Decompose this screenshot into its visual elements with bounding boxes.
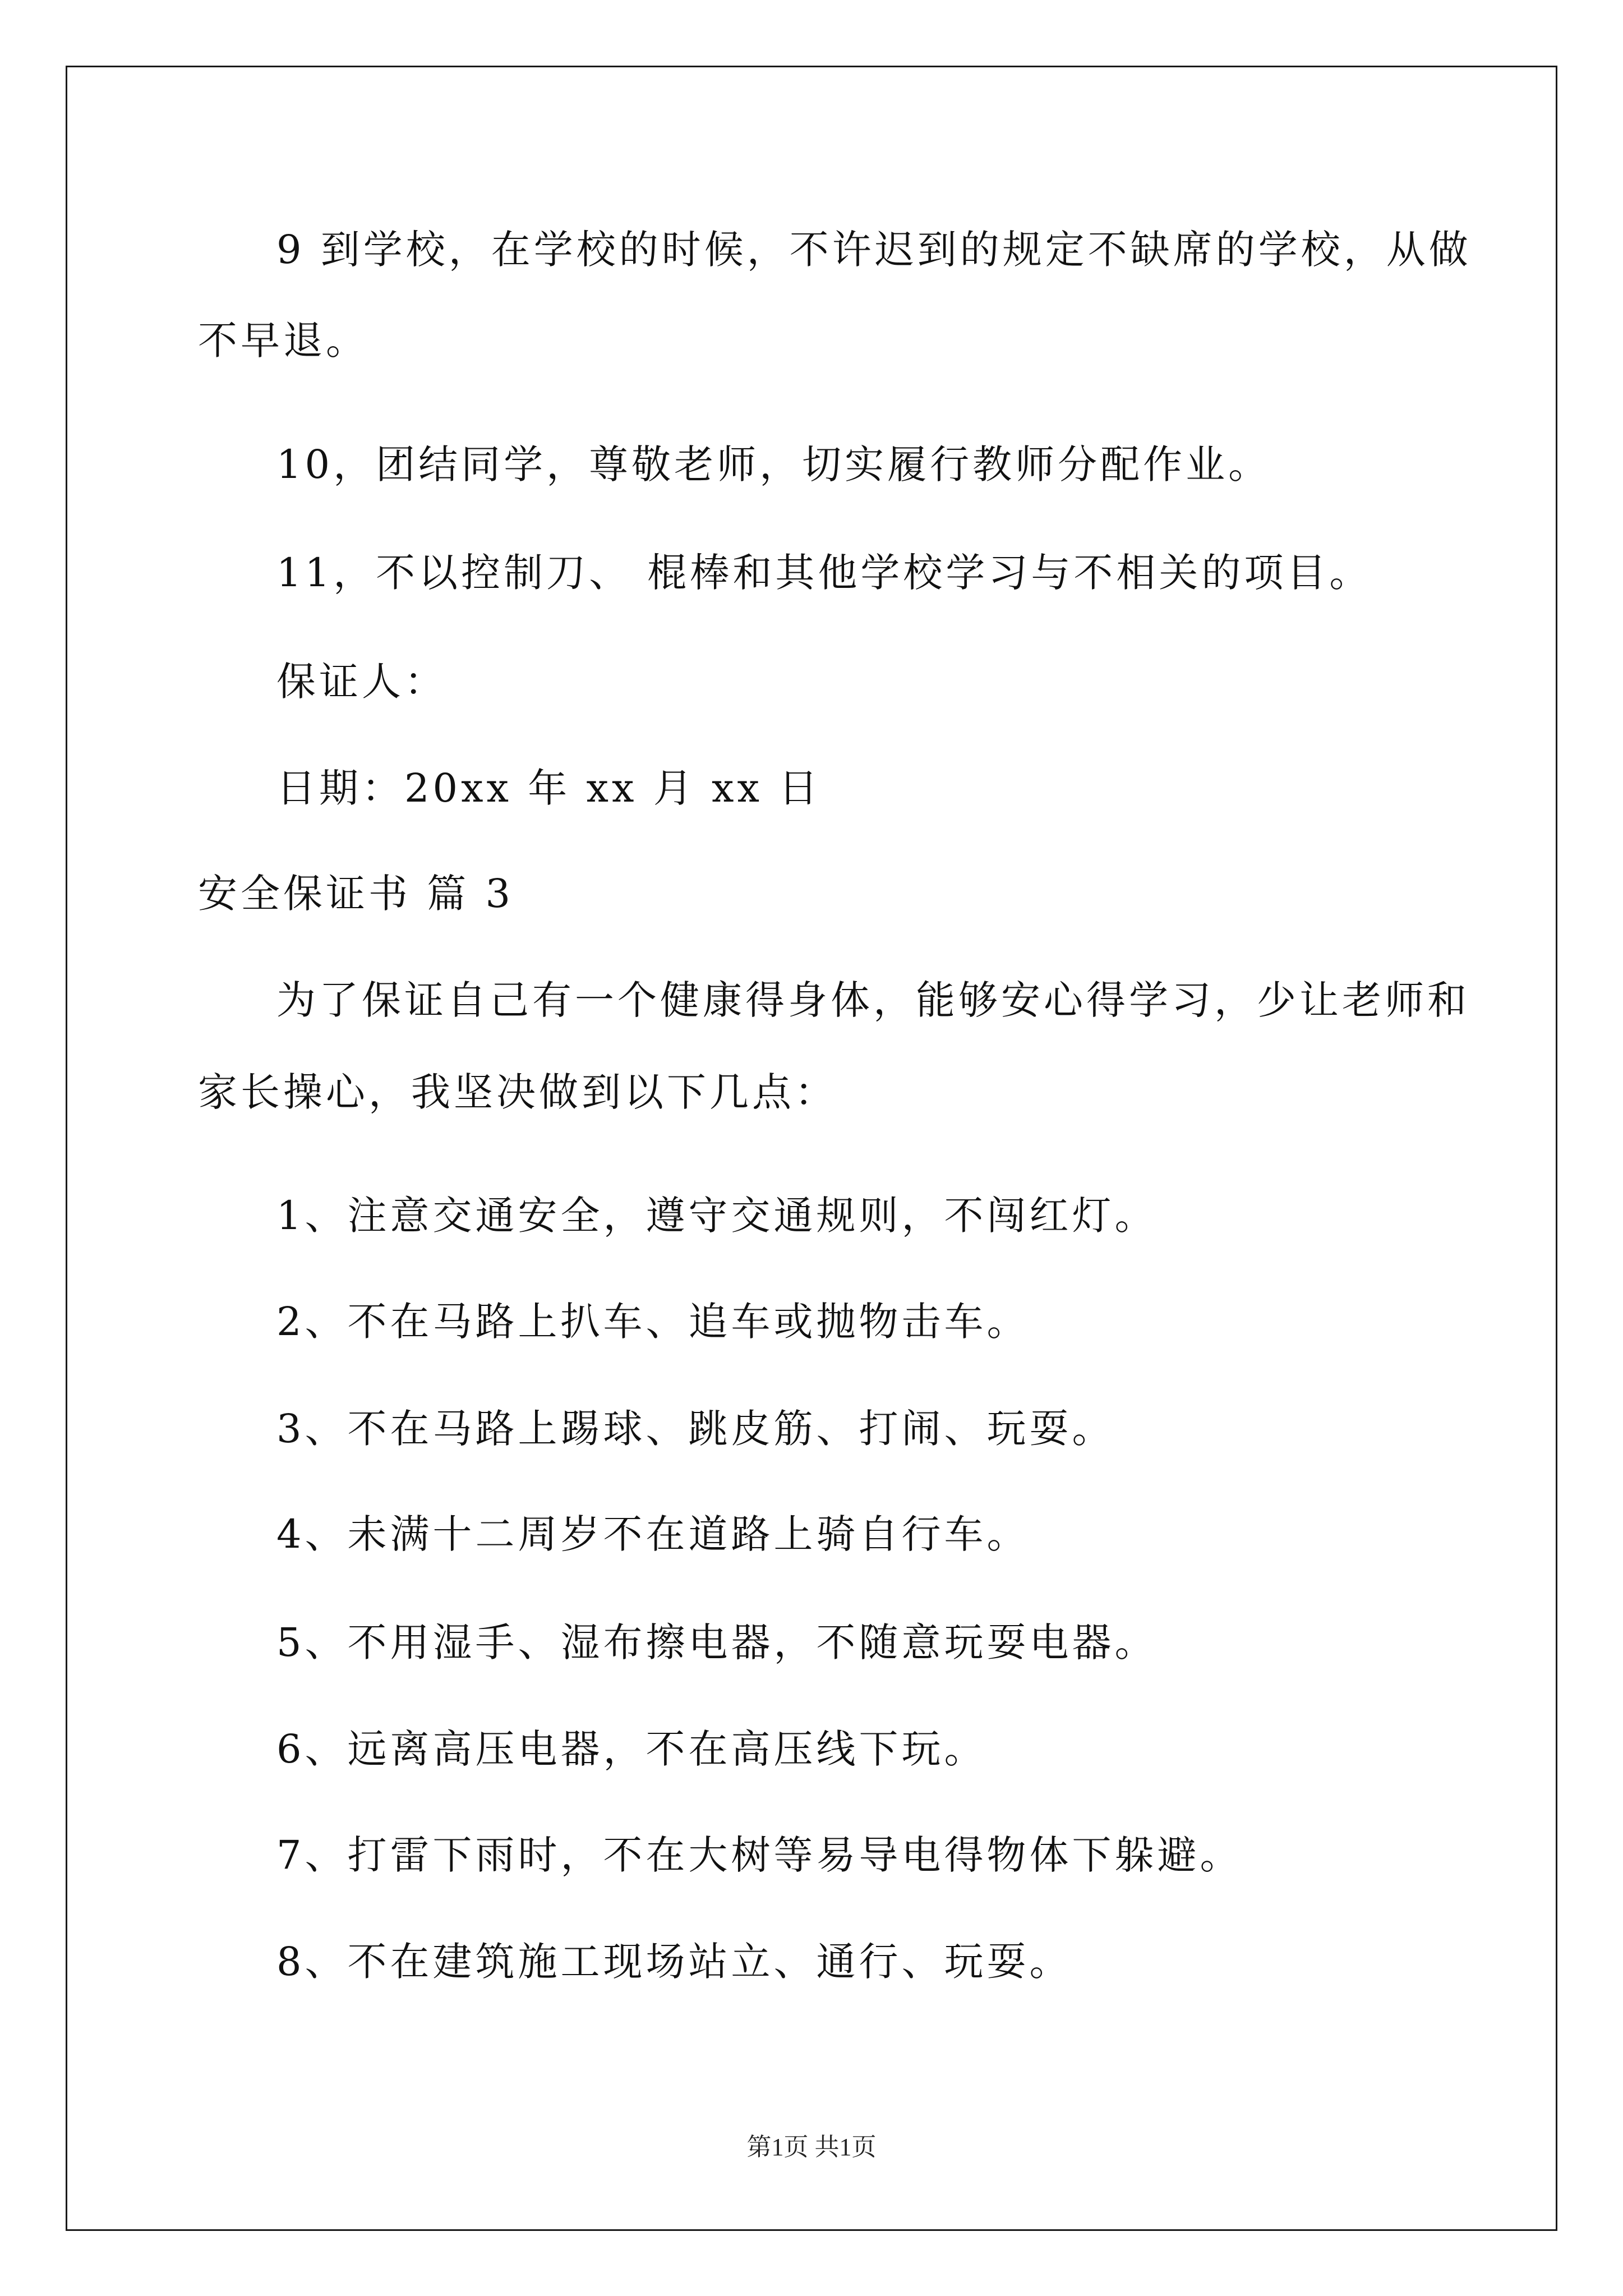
paragraph-line: 为了保证自己有一个健康得身体，能够安心得学习，少让老师和 xyxy=(276,977,1470,1023)
signatory-label: 保证人： xyxy=(276,659,447,705)
page-number-footer: 第1页 共1页 xyxy=(746,2133,877,2161)
list-item: 7、打雷下雨时，不在大树等易导电得物体下躲避。 xyxy=(276,1832,1243,1878)
paragraph-line: 10，团结同学，尊敬老师，切实履行教师分配作业。 xyxy=(276,441,1271,487)
list-item: 4、未满十二周岁不在道路上骑自行车。 xyxy=(276,1511,1030,1557)
list-item: 8、不在建筑施工现场站立、通行、玩耍。 xyxy=(276,1939,1072,1985)
paragraph-line: 9 到学校，在学校的时候，不许迟到的规定不缺席的学校，从做 xyxy=(276,227,1472,273)
list-item: 1、注意交通安全，遵守交通规则，不闯红灯。 xyxy=(276,1193,1158,1239)
paragraph-line: 11，不以控制刀、 棍棒和其他学校学习与不相关的项目。 xyxy=(276,550,1372,596)
page-border xyxy=(66,66,1557,2231)
paragraph-line: 不早退。 xyxy=(198,318,368,364)
date-line: 日期：20xx 年 xx 月 xx 日 xyxy=(276,765,822,811)
list-item: 6、远离高压电器，不在高压线下玩。 xyxy=(276,1726,987,1772)
list-item: 3、不在马路上踢球、跳皮筋、打闹、玩耍。 xyxy=(276,1406,1115,1452)
section-heading: 安全保证书 篇 3 xyxy=(198,871,514,917)
list-item: 2、不在马路上扒车、追车或抛物击车。 xyxy=(276,1299,1030,1345)
list-item: 5、不用湿手、湿布擦电器，不随意玩耍电器。 xyxy=(276,1619,1158,1665)
paragraph-line: 家长操心，我坚决做到以下几点： xyxy=(198,1069,837,1115)
